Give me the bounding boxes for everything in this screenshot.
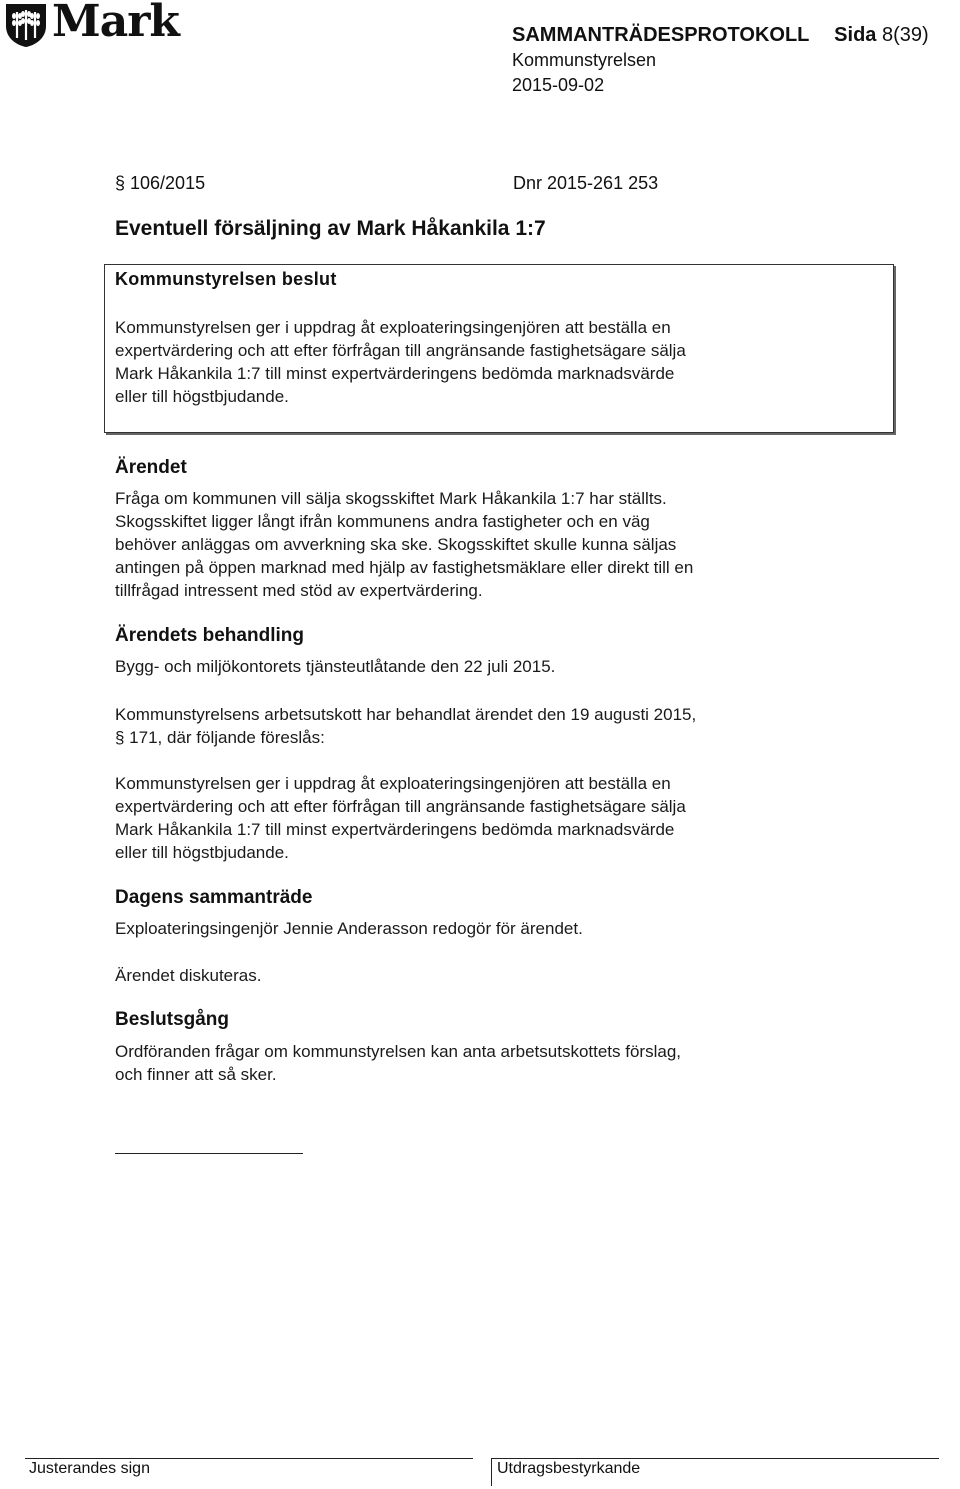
dagens-heading: Dagens sammanträde <box>115 887 313 908</box>
document-type: SAMMANTRÄDESPROTOKOLL <box>512 24 810 46</box>
proposal-line: expertvärdering och att efter förfrågan till angränsande fastighetsägare sälja <box>115 797 686 816</box>
behandling-para2-line: § 171, där följande föreslås: <box>115 728 325 747</box>
behandling-line1: Bygg- och miljökontorets tjänsteutlåtande den 22 juli 2015. <box>115 657 556 676</box>
beslutsgang-heading: Beslutsgång <box>115 1009 230 1030</box>
document-type-header <box>512 24 929 47</box>
proposal-line: eller till högstbjudande. <box>115 843 289 862</box>
decision-line: expertvärdering och att efter förfrågan till angränsande fastighetsägare sälja <box>115 341 686 360</box>
decision-line: Mark Håkankila 1:7 till minst expertvärderingens bedömda marknadsvärde <box>115 364 675 383</box>
page-label: Sida <box>834 24 877 46</box>
municipality-logo <box>4 0 179 48</box>
decision-line: eller till högstbjudande. <box>115 387 289 406</box>
end-separator <box>115 1153 303 1154</box>
decision-text <box>115 316 895 408</box>
justerandes-sign-label: Justerandes sign <box>29 1460 150 1477</box>
arendet-heading: Ärendet <box>115 457 187 478</box>
arendet-line: Fråga om kommunen vill sälja skogsskiftet Mark Håkankila 1:7 har ställts. <box>115 489 667 508</box>
page-number: 8(39) <box>881 24 929 46</box>
utdragsbestyrkande-label: Utdragsbestyrkande <box>497 1460 641 1477</box>
arendet-line: antingen på öppen marknad med hjälp av fastighetsmäklare eller direkt till en <box>115 558 694 577</box>
section-number: § 106/2015 <box>115 173 206 193</box>
arendet-text <box>115 487 895 602</box>
case-title: Eventuell försäljning av Mark Håkankila 1:7 <box>115 217 546 240</box>
utdragsbestyrkande-line <box>491 1458 939 1459</box>
diary-number: Dnr 2015-261 253 <box>513 173 659 193</box>
header-date: 2015-09-02 <box>512 75 605 95</box>
coat-of-arms-icon <box>4 2 48 48</box>
arendet-line: Skogsskiftet ligger långt ifrån kommunens andra fastigheter och en väg <box>115 512 650 531</box>
beslutsgang-line: Ordföranden frågar om kommunstyrelsen kan anta arbetsutskottets förslag, <box>115 1042 681 1061</box>
behandling-para2 <box>115 703 895 749</box>
beslutsgang-text <box>115 1040 895 1086</box>
logo-wordmark: Mark <box>52 0 179 47</box>
behandling-para2-line: Kommunstyrelsens arbetsutskott har behandlat ärendet den 19 augusti 2015, <box>115 705 697 724</box>
dagens-line1: Exploateringsingenjör Jennie Anderasson redogör för ärendet. <box>115 919 583 938</box>
proposal-line: Kommunstyrelsen ger i uppdrag åt exploateringsingenjören att beställa en <box>115 774 671 793</box>
dagens-line2: Ärendet diskuteras. <box>115 966 262 985</box>
arendet-line: tillfrågad intressent med stöd av expertvärdering. <box>115 581 483 600</box>
arendet-line: behöver anläggas om avverkning ska ske. Skogsskiftet skulle kunna säljas <box>115 535 677 554</box>
decision-heading: Kommunstyrelsen beslut <box>115 269 337 289</box>
behandling-heading: Ärendets behandling <box>115 625 304 646</box>
proposal-text <box>115 772 895 864</box>
decision-line: Kommunstyrelsen ger i uppdrag åt exploateringsingenjören att beställa en <box>115 318 671 337</box>
beslutsgang-line: och finner att så sker. <box>115 1065 277 1084</box>
proposal-line: Mark Håkankila 1:7 till minst expertvärderingens bedömda marknadsvärde <box>115 820 675 839</box>
justerandes-sign-line <box>25 1458 473 1459</box>
header-body: Kommunstyrelsen <box>512 50 657 70</box>
signature-divider <box>491 1458 492 1486</box>
